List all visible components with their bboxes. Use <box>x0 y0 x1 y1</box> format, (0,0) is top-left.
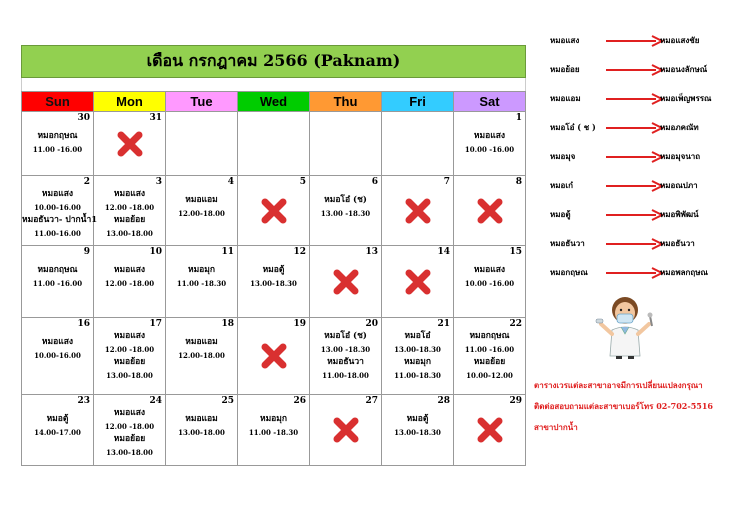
day-cell <box>454 112 526 176</box>
legend-short-name: หมอกฤษณ <box>550 267 588 277</box>
day-cell <box>166 176 238 246</box>
doctor-name: หมอตู้ <box>262 265 285 275</box>
closed-x-icon <box>403 267 433 297</box>
doctor-name: หมอตู้ <box>46 414 69 424</box>
legend-short-name: หมอแสง <box>550 35 580 45</box>
doctor-name: หมอย้อย <box>113 215 146 225</box>
closed-x-icon <box>403 196 433 226</box>
day-number: 15 <box>509 247 522 257</box>
legend-short-name: หมอตู้ <box>550 209 571 219</box>
day-number: 9 <box>83 247 90 257</box>
day-cell <box>238 318 310 395</box>
day-cell <box>310 318 382 395</box>
day-cell <box>454 176 526 246</box>
day-cell <box>454 395 526 466</box>
day-schedule <box>22 336 93 362</box>
doctor-name: หมอมุก <box>259 414 288 424</box>
legend-full-name: หมอแสงชัย <box>660 35 700 45</box>
right-arrow-icon <box>604 35 666 47</box>
shift-time: 13.00-18.00 <box>178 428 225 437</box>
weekday-header: Sun <box>22 92 94 112</box>
right-arrow-icon <box>604 238 666 250</box>
legend-short-name: หมอมุจ <box>550 151 576 161</box>
shift-time: 13.00-18.00 <box>106 448 153 457</box>
day-cell <box>166 112 238 176</box>
shift-time: 13.00 -18.30 <box>320 209 371 218</box>
day-schedule <box>238 413 309 439</box>
day-cell <box>382 246 454 318</box>
calendar-week-row <box>22 395 526 466</box>
day-number: 4 <box>227 177 234 187</box>
day-cell <box>382 112 454 176</box>
day-schedule <box>22 188 98 240</box>
shift-time: 10.00-16.00 <box>34 351 81 360</box>
doctor-name: หมอแสง <box>41 337 74 347</box>
doctor-name: หมอแสง <box>113 408 146 418</box>
shift-time: 12.00 -18.00 <box>104 279 155 288</box>
weekday-header: Fri <box>382 92 454 112</box>
weekday-header: Tue <box>166 92 238 112</box>
day-number: 21 <box>437 319 450 329</box>
day-number: 27 <box>365 396 378 406</box>
shift-time: 13.00 -18.30 <box>320 345 371 354</box>
legend-full-name: หมอพิพัฒน์ <box>660 209 699 219</box>
weekday-header-row <box>22 92 526 112</box>
day-number: 5 <box>299 177 306 187</box>
day-number: 14 <box>437 247 450 257</box>
day-number: 1 <box>515 113 522 123</box>
closed-x-icon <box>259 341 289 371</box>
day-cell <box>310 112 382 176</box>
day-schedule <box>94 264 165 290</box>
day-cell <box>238 395 310 466</box>
shift-time: 13.00-18.00 <box>106 371 153 380</box>
doctor-name: หมอมุก <box>187 265 216 275</box>
shift-time: 11.00-18.00 <box>322 371 369 380</box>
doctor-name: หมอแสง <box>113 265 146 275</box>
shift-time: 11.00 -16.00 <box>32 279 83 288</box>
shift-time: 12.00-18.00 <box>178 209 225 218</box>
legend-short-name: หมอเก๋ <box>550 180 573 190</box>
schedule-note-line-3: สาขาปากน้ำ <box>534 422 578 432</box>
legend-row <box>548 266 748 280</box>
doctor-name: หมอกฤษณ <box>469 331 510 341</box>
doctor-name: หมอธันวา <box>327 357 364 367</box>
day-schedule <box>22 264 93 290</box>
doctor-illustration <box>592 294 658 360</box>
day-schedule <box>94 407 165 459</box>
doctor-figure <box>592 294 658 360</box>
shift-time: 10.00 -16.00 <box>464 279 515 288</box>
day-number: 12 <box>293 247 306 257</box>
right-arrow-icon <box>604 122 666 134</box>
day-cell <box>22 395 94 466</box>
day-number: 29 <box>509 396 522 406</box>
day-cell <box>382 176 454 246</box>
legend-short-name: หมอย้อย <box>550 64 580 74</box>
closed-x-icon <box>331 415 361 445</box>
day-number: 16 <box>77 319 90 329</box>
legend-full-name: หมอเพ็ญพรรณ <box>660 93 712 103</box>
calendar-week-row <box>22 112 526 176</box>
schedule-calendar <box>21 45 526 466</box>
legend-full-name: หมอธันวา <box>660 238 695 248</box>
legend-row <box>548 237 748 251</box>
day-number: 24 <box>149 396 162 406</box>
title-spacer <box>21 78 526 91</box>
right-arrow-icon <box>604 151 666 163</box>
legend-short-name: หมอโอ๋ ( ช ) <box>550 122 596 132</box>
day-schedule <box>166 336 237 362</box>
doctor-name: หมอตู้ <box>406 414 429 424</box>
day-number: 10 <box>149 247 162 257</box>
doctor-name: หมอกฤษณ <box>37 265 78 275</box>
legend-row <box>548 179 748 193</box>
doctor-name: หมอแสง <box>113 331 146 341</box>
day-cell <box>94 246 166 318</box>
doctor-name: หมอแสง <box>473 131 506 141</box>
doctor-name: หมอมุก <box>403 357 432 367</box>
weekday-header: Sat <box>454 92 526 112</box>
day-cell <box>310 176 382 246</box>
day-number: 26 <box>293 396 306 406</box>
calendar-week-row <box>22 176 526 246</box>
shift-time: 11.00-16.00 <box>34 229 81 238</box>
doctor-name: หมอโอ๋ (ช) <box>324 331 367 341</box>
day-cell <box>94 318 166 395</box>
day-cell <box>166 318 238 395</box>
doctor-name: หมอธันวา- ปากน้ำ1 <box>22 215 98 225</box>
day-cell <box>94 176 166 246</box>
day-number: 23 <box>77 396 90 406</box>
legend-row <box>548 150 748 164</box>
shift-time: 10.00-12.00 <box>466 371 513 380</box>
doctor-name: หมอย้อย <box>113 357 146 367</box>
legend-short-name: หมอธันวา <box>550 238 585 248</box>
day-cell <box>166 395 238 466</box>
shift-time: 11.00 -16.00 <box>32 145 83 154</box>
doctor-name: หมอแสง <box>473 265 506 275</box>
right-arrow-icon <box>604 64 666 76</box>
doctor-name: หมอกฤษณ <box>37 131 78 141</box>
day-schedule <box>94 330 165 382</box>
legend-row <box>548 34 748 48</box>
day-cell <box>454 318 526 395</box>
day-schedule <box>166 413 237 439</box>
day-schedule <box>22 413 93 439</box>
doctor-name: หมอแอม <box>185 195 218 205</box>
calendar-grid <box>21 91 526 466</box>
shift-time: 13.00-18.30 <box>250 279 297 288</box>
closed-x-icon <box>259 196 289 226</box>
day-number: 6 <box>371 177 378 187</box>
calendar-week-row <box>22 318 526 395</box>
day-number: 31 <box>149 113 162 123</box>
shift-time: 10.00 -16.00 <box>464 145 515 154</box>
doctor-name: หมอแอม <box>185 337 218 347</box>
day-schedule <box>382 413 453 439</box>
day-cell <box>238 246 310 318</box>
shift-time: 12.00 -18.00 <box>104 345 155 354</box>
shift-time: 11.00 -18.30 <box>248 428 299 437</box>
schedule-note-line-2: ติดต่อสอบถามแต่ละสาขาเบอร์โทร 02-702-5516 <box>534 401 713 411</box>
day-cell <box>382 395 454 466</box>
day-cell <box>94 112 166 176</box>
day-cell <box>166 246 238 318</box>
day-number: 3 <box>155 177 162 187</box>
right-arrow-icon <box>604 209 666 221</box>
day-schedule <box>166 194 237 220</box>
doctor-name: หมอแอม <box>185 414 218 424</box>
day-schedule <box>310 194 381 220</box>
doctor-name: หมอโอ๋ (ช) <box>324 195 367 205</box>
day-cell <box>22 112 94 176</box>
legend-full-name: หมอณปภา <box>660 180 698 190</box>
day-number: 28 <box>437 396 450 406</box>
shift-time: 11.00 -18.30 <box>176 279 227 288</box>
legend-row <box>548 208 748 222</box>
day-schedule <box>382 330 453 382</box>
day-number: 11 <box>221 247 234 257</box>
day-cell <box>382 318 454 395</box>
doctor-name: หมอแสง <box>41 189 74 199</box>
day-cell <box>310 395 382 466</box>
legend-short-name: หมอแอม <box>550 93 581 103</box>
right-arrow-icon <box>604 267 666 279</box>
shift-time: 12.00-18.00 <box>178 351 225 360</box>
day-cell <box>310 246 382 318</box>
shift-time: 11.00 -16.00 <box>464 345 515 354</box>
doctor-name: หมอแสง <box>113 189 146 199</box>
shift-time: 13.00-18.00 <box>106 229 153 238</box>
legend-row <box>548 121 748 135</box>
weekday-header: Wed <box>238 92 310 112</box>
day-schedule <box>454 130 525 156</box>
calendar-week-row <box>22 246 526 318</box>
shift-time: 13.00-18.30 <box>394 428 441 437</box>
day-cell <box>22 246 94 318</box>
day-number: 30 <box>77 113 90 123</box>
doctor-name: หมอย้อย <box>113 434 146 444</box>
legend-full-name: หมอนงลักษณ์ <box>660 64 708 74</box>
right-arrow-icon <box>604 93 666 105</box>
day-schedule <box>166 264 237 290</box>
day-number: 20 <box>365 319 378 329</box>
day-schedule <box>238 264 309 290</box>
shift-time: 12.00 -18.00 <box>104 422 155 431</box>
closed-x-icon <box>475 196 505 226</box>
shift-time: 13.00-18.30 <box>394 345 441 354</box>
shift-time: 10.00-16.00 <box>34 203 81 212</box>
day-number: 17 <box>149 319 162 329</box>
legend-full-name: หมอพลกฤษณ <box>660 267 708 277</box>
day-number: 25 <box>221 396 234 406</box>
calendar-title: เดือน กรกฎาคม 2566 (Paknam) <box>21 45 526 78</box>
day-cell <box>22 176 98 246</box>
right-arrow-icon <box>604 180 666 192</box>
day-cell <box>454 246 526 318</box>
legend-full-name: หมอภคณัท <box>660 122 699 132</box>
legend-full-name: หมอมุจนาถ <box>660 151 701 161</box>
shift-time: 12.00 -18.00 <box>104 203 155 212</box>
day-number: 19 <box>293 319 306 329</box>
schedule-note-line-1: ตารางเวรแต่ละสาขาอาจมีการเปลี่ยนแปลงกรุณา <box>534 380 703 390</box>
closed-x-icon <box>475 415 505 445</box>
day-schedule <box>454 264 525 290</box>
shift-time: 14.00-17.00 <box>34 428 81 437</box>
day-number: 13 <box>365 247 378 257</box>
day-number: 7 <box>443 177 450 187</box>
closed-x-icon <box>115 129 145 159</box>
doctor-name: หมอโอ๋ <box>404 331 431 341</box>
day-number: 22 <box>509 319 522 329</box>
day-number: 2 <box>83 177 90 187</box>
day-schedule <box>22 130 93 156</box>
day-cell <box>94 395 166 466</box>
day-number: 18 <box>221 319 234 329</box>
legend-row <box>548 63 748 77</box>
weekday-header: Thu <box>310 92 382 112</box>
day-cell <box>22 318 94 395</box>
day-cell <box>238 112 310 176</box>
shift-time: 11.00-18.30 <box>394 371 441 380</box>
weekday-header: Mon <box>94 92 166 112</box>
legend-row <box>548 92 748 106</box>
day-cell <box>238 176 310 246</box>
doctor-name: หมอย้อย <box>473 357 506 367</box>
closed-x-icon <box>331 267 361 297</box>
day-schedule <box>94 188 165 240</box>
day-schedule <box>454 330 525 382</box>
day-schedule <box>310 330 381 382</box>
day-number: 8 <box>515 177 522 187</box>
